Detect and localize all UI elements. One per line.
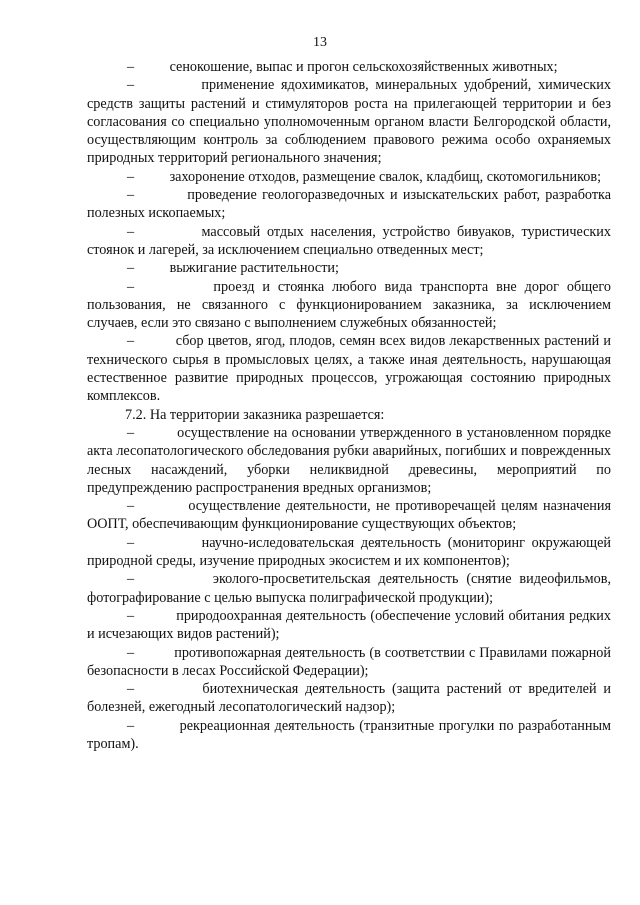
list-item-prohibited: – проезд и стоянка любого вида транспорта вне дорог общего пользования, не связанного с функционированием заказника, за исключением случаев, если это связано с выполнением служебных обязанностей; bbox=[87, 278, 611, 332]
list-item-allowed: – научно-иследовательская деятельность (мониторинг окружающей природной среды, изучение природных экосистем и их компонентов); bbox=[87, 534, 611, 570]
list-item-prohibited: – массовый отдых населения, устройство бивуаков, туристических стоянок и лагерей, за исключением специально отведенных мест; bbox=[87, 223, 611, 258]
list-item-prohibited: – применение ядохимикатов, минеральных удобрений, химических средств защиты растений и стимуляторов роста на прилегающей территории и без согласования со специально уполномоченным органом власти Белгородской области, осуществляющим контроль за соблюдением правового режима особо охраняемых природных территорий регионального значения; bbox=[87, 77, 611, 167]
list-item-allowed: – осуществление деятельности, не противоречащей целям назначения ООПТ, обеспечивающим функционирование существующих объектов; bbox=[87, 498, 611, 533]
list-item-prohibited: – выжигание растительности; bbox=[127, 260, 339, 277]
list-item-allowed: – биотехническая деятельность (защита растений от вредителей и болезней, ежегодный лесопатологический надзор); bbox=[87, 681, 611, 716]
list-item-allowed: – рекреационная деятельность (транзитные прогулки по разработанным тропам). bbox=[87, 717, 611, 752]
section-heading: 7.2. На территории заказника разрешается: bbox=[125, 406, 385, 423]
document-body bbox=[87, 58, 611, 753]
list-item-allowed: – осуществление на основании утвержденного в установленном порядке акта лесопатологического обследования рубки аварийных, погибших и поврежденных лесных насаждений, уборки неликвидной древесины, мероприятий по предупреждению распространения вредных организмов; bbox=[87, 424, 611, 496]
list-item-prohibited: – проведение геологоразведочных и изыскательских работ, разработка полезных ископаемых; bbox=[87, 187, 611, 222]
list-item-prohibited: – сбор цветов, ягод, плодов, семян всех видов лекарственных растений и технического сырья в промысловых целях, а также иная деятельность, нарушающая естественное развитие природных процессов, угрожающая состоянию природных комплексов. bbox=[87, 333, 611, 405]
list-item-allowed: – эколого-просветительская деятельность (снятие видеофильмов, фотографирование с целью выпуска полиграфической продукции); bbox=[87, 571, 611, 606]
list-item-allowed: – противопожарная деятельность (в соответствии с Правилами пожарной безопасности в лесах Российской Федерации); bbox=[87, 644, 611, 679]
list-item-allowed: – природоохранная деятельность (обеспечение условий обитания редких и исчезающих видов растений); bbox=[87, 607, 611, 643]
list-item-prohibited: – захоронение отходов, размещение свалок, кладбищ, скотомогильников; bbox=[127, 168, 602, 185]
list-item-prohibited: – сенокошение, выпас и прогон сельскохозяйственных животных; bbox=[127, 59, 558, 75]
page-number: 13 bbox=[313, 35, 327, 50]
